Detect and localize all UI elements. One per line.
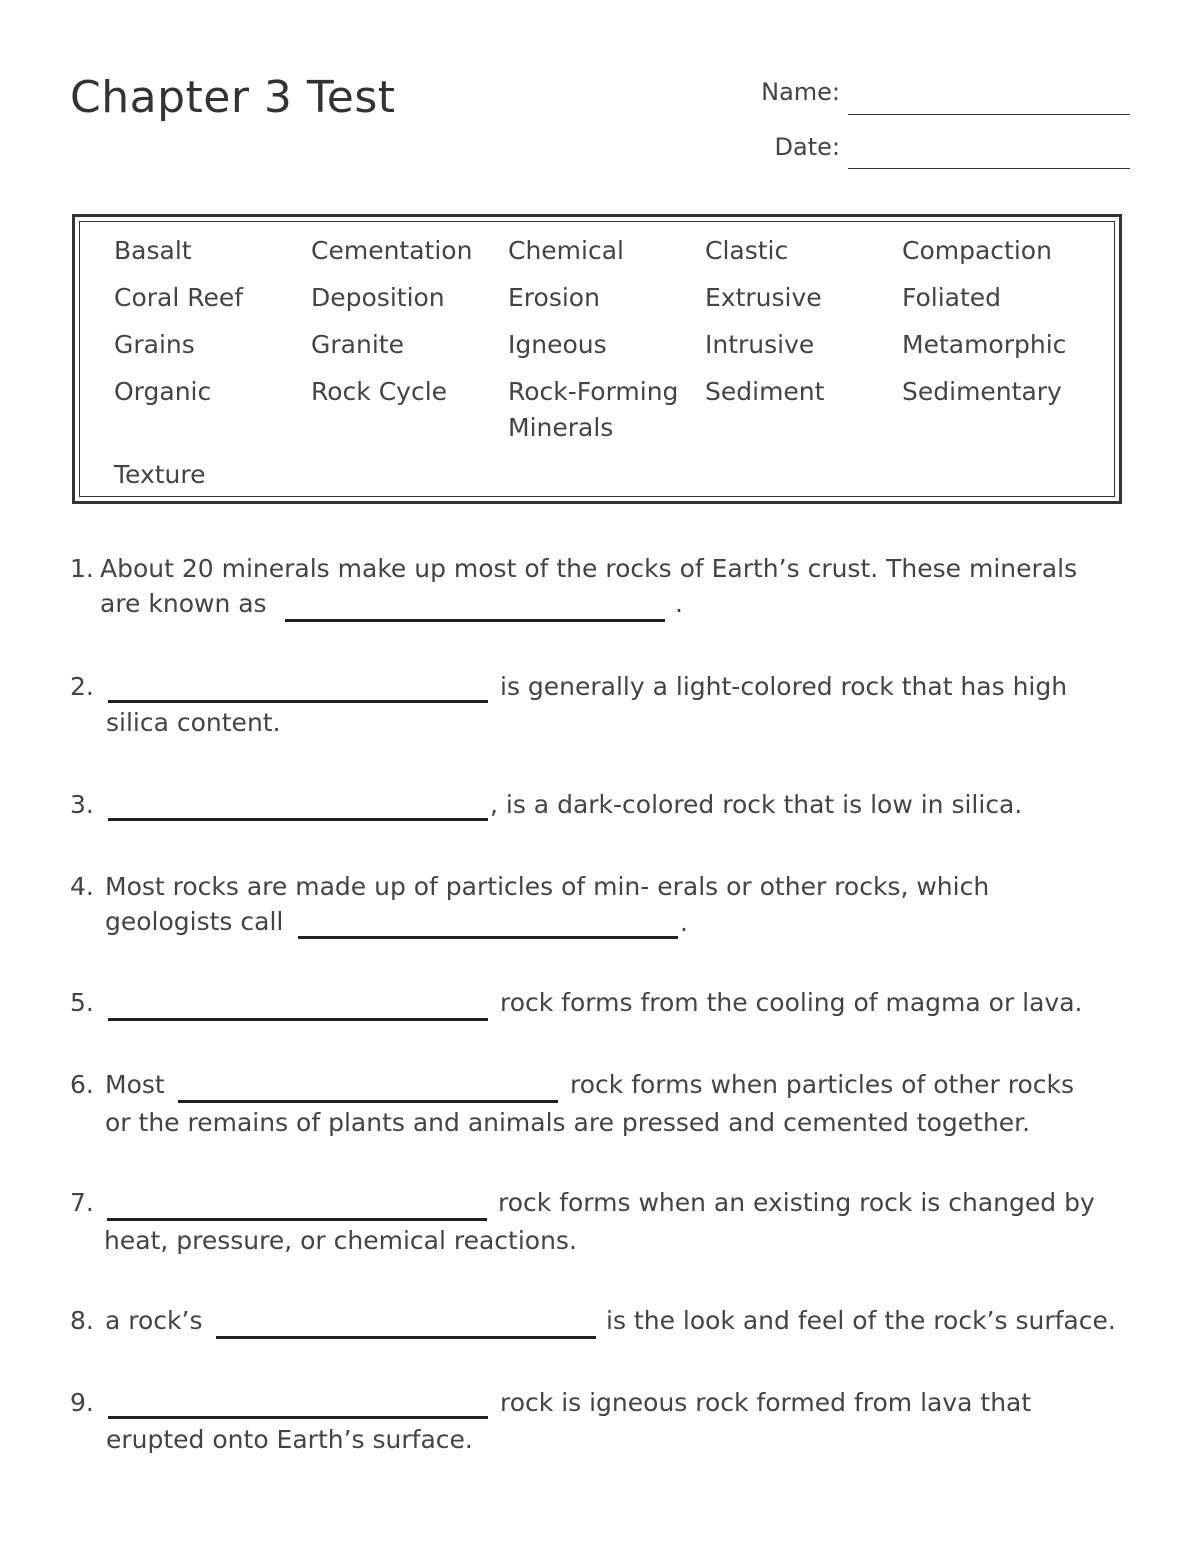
word-bank-term: Compaction bbox=[902, 236, 1052, 265]
question-4 bbox=[70, 869, 1150, 949]
name-label: Name: bbox=[761, 78, 840, 106]
question-text: rock forms when an existing rock is changed by bbox=[498, 1188, 1095, 1217]
question-3 bbox=[70, 787, 1150, 827]
question-number: 3. bbox=[70, 790, 94, 819]
word-bank-term: Sedimentary bbox=[902, 377, 1062, 406]
name-input-line[interactable] bbox=[848, 114, 1130, 115]
question-text: heat, pressure, or chemical reactions. bbox=[104, 1226, 577, 1255]
question-number: 4. bbox=[70, 872, 94, 901]
word-bank-term: Coral Reef bbox=[114, 283, 244, 312]
answer-blank[interactable] bbox=[108, 700, 488, 703]
answer-blank[interactable] bbox=[107, 1218, 487, 1221]
question-text: rock is igneous rock formed from lava that bbox=[500, 1388, 1032, 1417]
question-text: Most bbox=[105, 1070, 165, 1099]
answer-blank[interactable] bbox=[108, 1018, 488, 1021]
word-bank-term: Minerals bbox=[508, 413, 614, 442]
date-label: Date: bbox=[774, 133, 840, 161]
question-text: rock forms when particles of other rocks bbox=[570, 1070, 1075, 1099]
word-bank-term: Clastic bbox=[705, 236, 789, 265]
answer-blank[interactable] bbox=[108, 818, 488, 821]
question-text: Most rocks are made up of particles of min- erals or other rocks, which bbox=[105, 872, 990, 901]
word-bank-term: Rock-Forming bbox=[508, 377, 679, 406]
question-text: . bbox=[680, 908, 688, 937]
page-title: Chapter 3 Test bbox=[70, 72, 396, 123]
word-bank-term: Chemical bbox=[508, 236, 624, 265]
question-number: 9. bbox=[70, 1388, 94, 1417]
answer-blank[interactable] bbox=[285, 619, 665, 622]
question-2 bbox=[70, 669, 1150, 749]
word-bank-term: Deposition bbox=[311, 283, 445, 312]
word-bank-term: Organic bbox=[114, 377, 212, 406]
question-number: 8. bbox=[70, 1306, 94, 1335]
word-bank-term: Foliated bbox=[902, 283, 1002, 312]
question-number: 5. bbox=[70, 988, 94, 1017]
question-6 bbox=[70, 1067, 1150, 1147]
answer-blank[interactable] bbox=[298, 936, 678, 939]
date-input-line[interactable] bbox=[848, 168, 1130, 169]
word-bank-term: Erosion bbox=[508, 283, 600, 312]
question-text: erupted onto Earth’s surface. bbox=[106, 1425, 473, 1454]
question-8 bbox=[70, 1303, 1150, 1343]
word-bank-term: Grains bbox=[114, 330, 195, 359]
question-text: or the remains of plants and animals are pressed and cemented together. bbox=[105, 1108, 1031, 1137]
answer-blank[interactable] bbox=[178, 1100, 558, 1103]
question-text: , is a dark-colored rock that is low in silica. bbox=[490, 790, 1023, 819]
word-bank-term: Basalt bbox=[114, 236, 192, 265]
name-field bbox=[700, 78, 840, 110]
question-text: rock forms from the cooling of magma or lava. bbox=[500, 988, 1083, 1017]
question-9 bbox=[70, 1385, 1150, 1465]
word-bank-term: Metamorphic bbox=[902, 330, 1067, 359]
question-text: geologists call bbox=[105, 907, 284, 936]
question-text: About 20 minerals make up most of the rocks of Earth’s crust. These minerals bbox=[100, 554, 1078, 583]
date-field bbox=[700, 133, 840, 165]
answer-blank[interactable] bbox=[108, 1416, 488, 1419]
question-number: 2. bbox=[70, 672, 94, 701]
word-bank-term: Igneous bbox=[508, 330, 607, 359]
question-text: is generally a light-colored rock that has high bbox=[500, 672, 1068, 701]
answer-blank[interactable] bbox=[216, 1336, 596, 1339]
question-number: 7. bbox=[70, 1188, 94, 1217]
question-5 bbox=[70, 985, 1150, 1025]
question-1 bbox=[70, 551, 1150, 631]
question-7 bbox=[70, 1185, 1150, 1265]
question-number: 1. bbox=[70, 554, 94, 583]
word-bank-term: Sediment bbox=[705, 377, 825, 406]
question-text: silica content. bbox=[106, 708, 281, 737]
word-bank-term: Extrusive bbox=[705, 283, 822, 312]
word-bank-term: Granite bbox=[311, 330, 404, 359]
word-bank-term: Intrusive bbox=[705, 330, 815, 359]
question-text: a rock’s bbox=[105, 1306, 203, 1335]
question-number: 6. bbox=[70, 1070, 94, 1099]
word-bank-term: Texture bbox=[114, 460, 206, 489]
word-bank-term: Rock Cycle bbox=[311, 377, 448, 406]
question-text: . bbox=[675, 589, 683, 618]
question-text: are known as bbox=[100, 589, 267, 618]
question-text: is the look and feel of the rock’s surface. bbox=[606, 1306, 1116, 1335]
word-bank-term: Cementation bbox=[311, 236, 473, 265]
